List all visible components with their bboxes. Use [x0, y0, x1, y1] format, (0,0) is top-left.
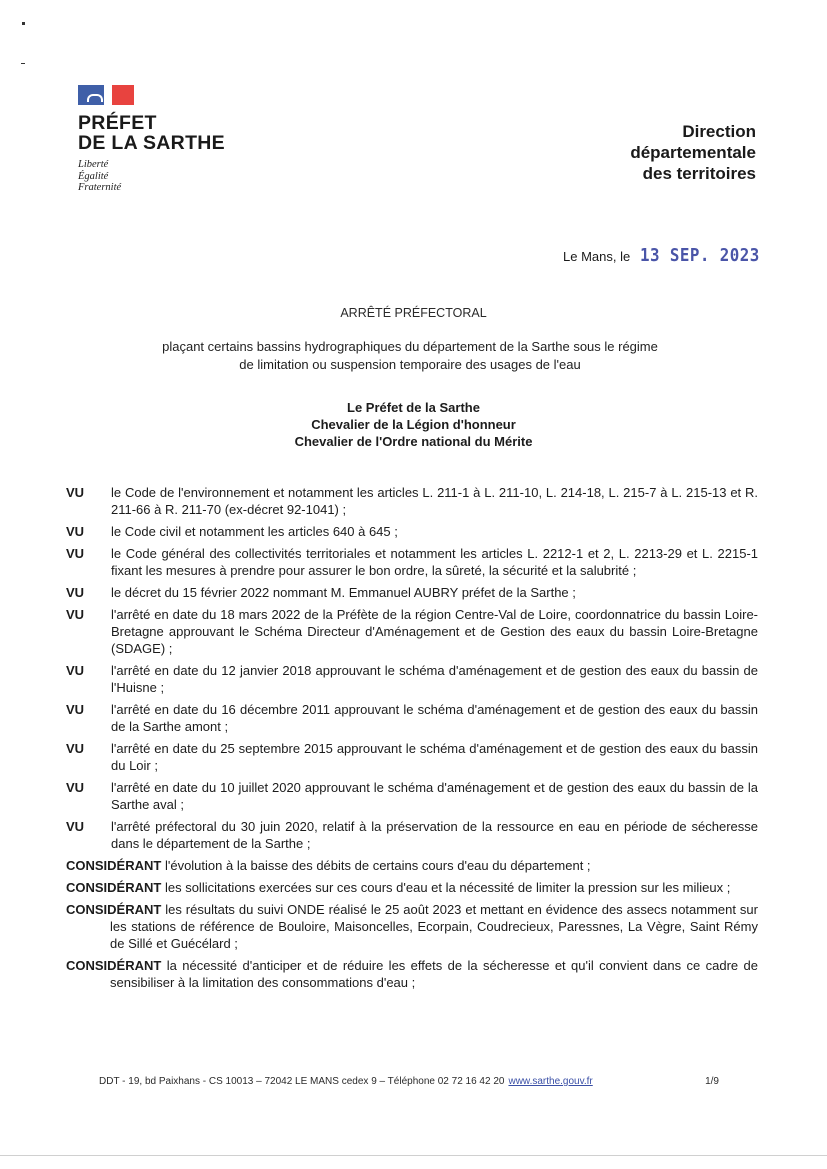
vu-item: VU l'arrêté en date du 16 décembre 2011 approuvant le schéma d'aménagement et de gestion des eaux du bassin de la Sarthe amont ;: [66, 702, 758, 734]
considerant-item: CONSIDÉRANT l'évolution à la baisse des débits de certains cours d'eau du département ;: [66, 858, 591, 873]
vu-item: VU l'arrêté en date du 12 janvier 2018 approuvant le schéma d'aménagement et de gestion des eaux du bassin de l'Huisne ;: [66, 663, 758, 695]
considerant-item: CONSIDÉRANT les résultats du suivi ONDE réalisé le 25 août 2023 et mettant en évidence des assecs notamment sur les stations de référence de Bouloire, Maisoncelles, Ecorpain, Coudrecieux, Paressnes, La Vègre, Saint Rémy de Sillé et Guécélard ;: [66, 902, 758, 951]
vu-item: VU l'arrêté en date du 18 mars 2022 de la Préfète de la région Centre-Val de Loire, coordonnatrice du bassin Loire-Bretagne approuvant le Schéma Directeur d'Aménagement et de Gestion des eaux du bassin Loire-Bretagne (SDAGE) ;: [66, 607, 758, 656]
vu-item: VU l'arrêté en date du 10 juillet 2020 approuvant le schéma d'aménagement et de gestion des eaux du bassin de la Sarthe aval ;: [66, 780, 758, 812]
document-subtitle: plaçant certains bassins hydrographiques du département de la Sarthe sous le régime de limitation ou suspension temporaire des usages de l'eau: [162, 339, 658, 372]
scan-edge-line: [0, 1155, 827, 1156]
dateline: [563, 245, 776, 266]
scan-mark: [22, 22, 25, 25]
date-stamp: 13 SEP. 2023: [640, 245, 760, 266]
vu-item: VU le Code général des collectivités territoriales et notamment les articles L. 2212-1 et 2, L. 2213-29 et L. 2215-1 fixant les mesures à prendre pour assurer le bon ordre, la sûreté, la sécurité et la salubrité ;: [66, 546, 758, 578]
website-link[interactable]: www.sarthe.gouv.fr: [508, 1076, 593, 1087]
vu-item: VU le décret du 15 février 2022 nommant M. Emmanuel AUBRY préfet de la Sarthe ;: [66, 585, 576, 600]
marianne-flag-icon: [78, 85, 134, 105]
vu-item: VU l'arrêté en date du 25 septembre 2015 approuvant le schéma d'aménagement et de gestion des eaux du bassin du Loir ;: [66, 741, 758, 773]
institution-name: PRÉFET DE LA SARTHE: [78, 112, 225, 154]
considerant-item: CONSIDÉRANT les sollicitations exercées sur ces cours d'eau et la nécessité de limiter la pression sur les milieux ;: [66, 880, 731, 895]
considerant-item: CONSIDÉRANT la nécessité d'anticiper et de réduire les effets de la sécheresse et qu'il convient dans ce cadre de sensibiliser à la limitation des consommations d'eau ;: [66, 958, 758, 990]
document-body: [66, 484, 758, 996]
document-type: ARRÊTÉ PRÉFECTORAL: [340, 306, 487, 320]
prefecture-logo: [78, 85, 225, 194]
footer-address: DDT - 19, bd Paixhans - CS 10013 – 72042 LE MANS cedex 9 – Téléphone 02 72 16 42 20: [99, 1076, 505, 1087]
vu-item: VU l'arrêté préfectoral du 30 juin 2020, relatif à la préservation de la ressource en eau en période de sécheresse dans le département de la Sarthe ;: [66, 819, 758, 851]
vu-item: VU le Code de l'environnement et notamment les articles L. 211-1 à L. 211-10, L. 214-18, L. 215-7 à L. 215-13 et R. 211-66 à R. 211-70 (ex-décret 92-1041) ;: [66, 485, 758, 517]
page-footer: [99, 1076, 719, 1087]
scan-mark: [21, 63, 25, 64]
republic-motto: Liberté Égalité Fraternité: [78, 159, 122, 193]
vu-item: VU le Code civil et notamment les articles 640 à 645 ;: [66, 524, 398, 539]
dateline-place: Le Mans, le: [563, 249, 631, 264]
prefect-titles: Le Préfet de la Sarthe Chevalier de la Légion d'honneur Chevalier de l'Ordre national du Mérite: [294, 400, 533, 449]
page-number: 1/9: [705, 1076, 719, 1087]
direction-heading: Direction départementale des territoires: [630, 122, 756, 183]
